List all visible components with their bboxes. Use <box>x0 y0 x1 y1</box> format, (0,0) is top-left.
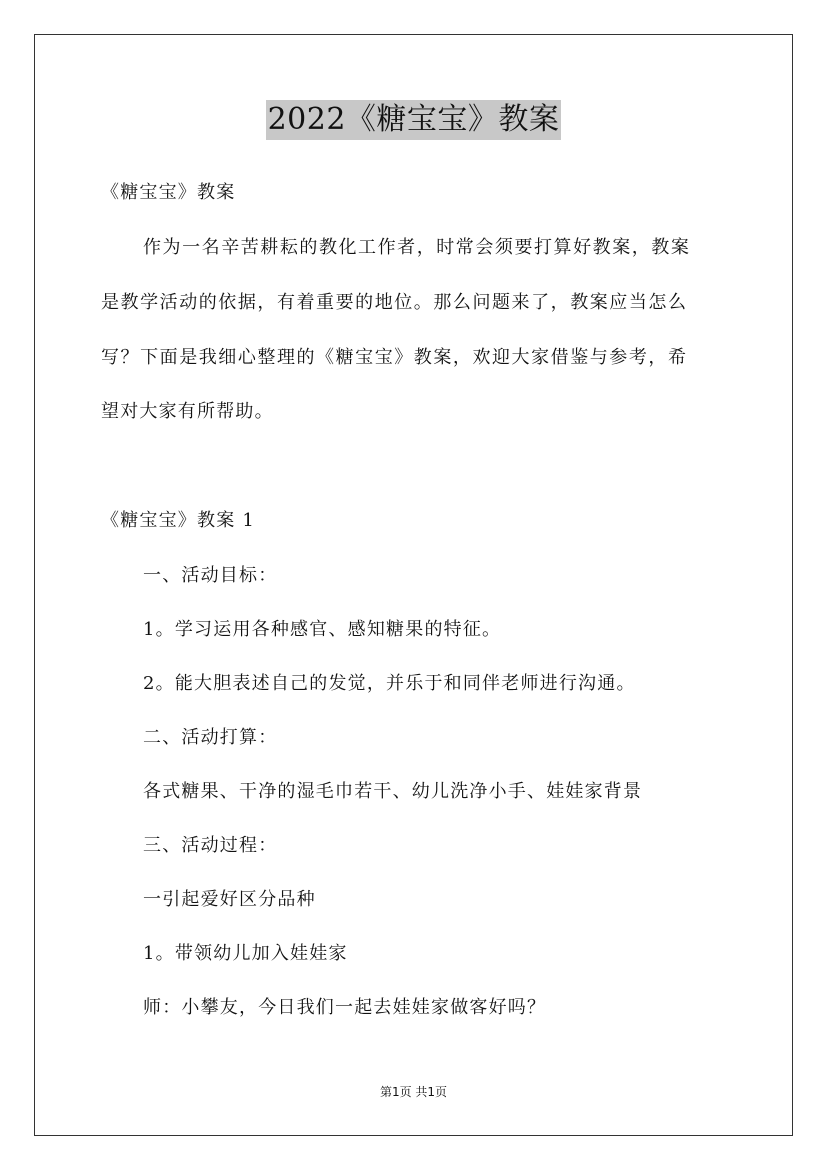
intro-line-3: 写？下面是我细心整理的《糖宝宝》教案，欢迎大家借鉴与参考，希 <box>101 347 688 368</box>
title-container <box>0 100 827 140</box>
page-footer: 第1页 共1页 <box>379 1085 448 1099</box>
document-title: 2022《糖宝宝》教案 <box>266 100 562 140</box>
list-item: 一、活动目标： <box>143 565 278 586</box>
list-item: 各式糖果、干净的湿毛巾若干、幼儿洗净小手、娃娃家背景 <box>143 781 643 802</box>
section-heading: 《糖宝宝》教案 1 <box>101 510 255 531</box>
list-item: 师：小攀友，今日我们一起去娃娃家做客好吗？ <box>143 997 547 1018</box>
document-subtitle: 《糖宝宝》教案 <box>101 182 236 203</box>
list-item: 1。带领幼儿加入娃娃家 <box>143 943 348 964</box>
intro-line-2: 是教学活动的依据，有着重要的地位。那么问题来了，教案应当怎么 <box>101 292 688 313</box>
list-item: 三、活动过程： <box>143 835 278 856</box>
list-item: 1。学习运用各种感官、感知糖果的特征。 <box>143 619 502 640</box>
intro-line-4: 望对大家有所帮助。 <box>101 401 274 422</box>
list-item: 二、活动打算： <box>143 727 278 748</box>
list-item: 一引起爱好区分品种 <box>143 889 316 910</box>
list-item: 2。能大胆表述自己的发觉，并乐于和同伴老师进行沟通。 <box>143 673 636 694</box>
intro-line-1: 作为一名辛苦耕耘的教化工作者，时常会须要打算好教案，教案 <box>143 237 691 258</box>
